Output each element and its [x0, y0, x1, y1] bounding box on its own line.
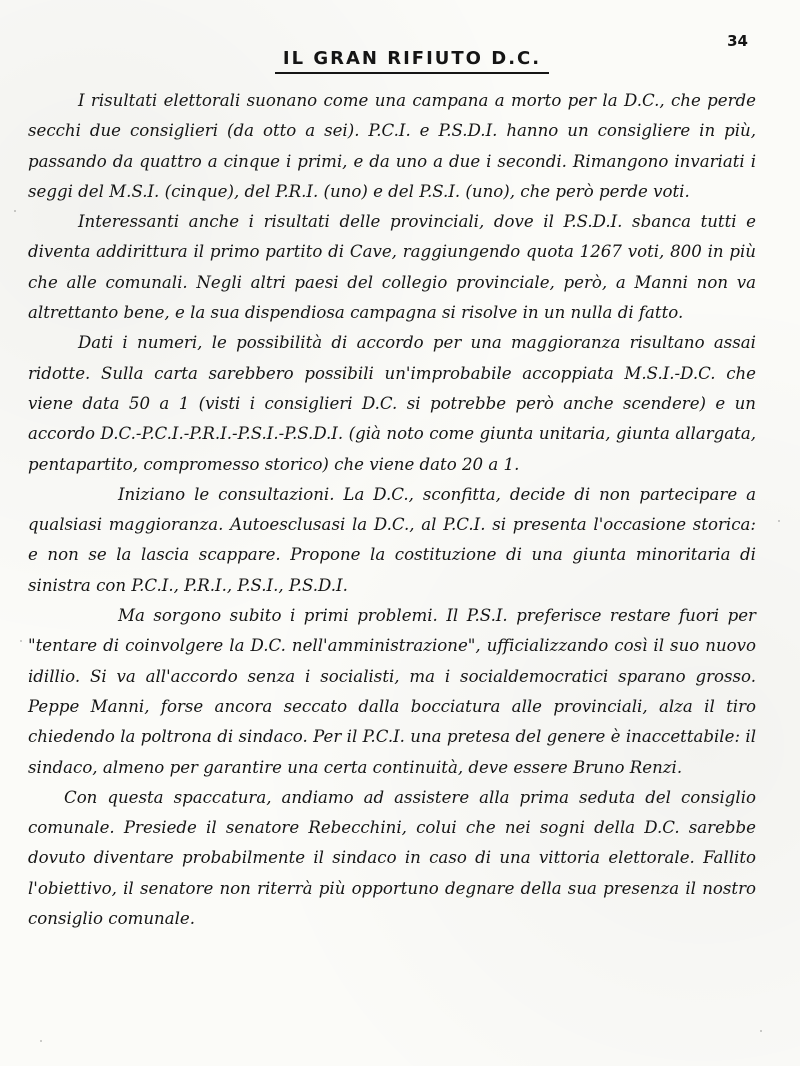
scan-speck — [40, 1040, 42, 1042]
paragraph-first-session: Con questa spaccatura, andiamo ad assistere alla prima seduta del consiglio comunale. Presiede il senatore Rebecchini, colui che nei sogni della D.C. sarebbe dovuto diventare probabilmente il sindaco in caso di una vittoria elettorale. Fallito l'obiettivo, il senatore non riterrà più opportuno degnare della sua presenza il nostro consiglio comunale. — [28, 787, 756, 929]
paragraph-provincial-results: Interessanti anche i risultati delle provinciali, dove il P.S.D.I. sbanca tutti e diventa addirittura il primo partito di Cave, raggiungendo quota 1267 voti, 800 in più che alle comunali. Negli altri paesi del collegio provinciale, però, a Manni non va altrettanto bene, e la sua dispendiosa campagna si risolve in un nulla di fatto. — [28, 212, 756, 323]
paragraph-majority-options: Dati i numeri, le possibilità di accordo per una maggioranza risultano assai ridotte. Sulla carta sarebbero possibili un'improbabile accoppiata M.S.I.-D.C. che viene data 50 a 1 (visti i consiglieri D.C. si potrebbe però anche scendere) e un accordo D.C.-P.C.I.-P.R.I.-P.S.I.-P.S.D.I. (già noto come giunta unitaria, giunta allargata, pentapartito, compromesso storico) che viene dato 20 a 1. — [28, 333, 756, 474]
paragraph-consultations: Iniziano le consultazioni. La D.C., sconfitta, decide di non partecipare a qualsiasi maggioranza. Autoesclusasi la D.C., al P.C.I. si presenta l'occasione storica: e non se la lascia scappare. Propone la costituzione di una giunta minoritaria di sinistra con P.C.I., P.R.I., P.S.I., P.S.D.I. — [28, 484, 756, 595]
scan-speck — [14, 210, 16, 212]
page-number: 34 — [727, 32, 748, 50]
title-wrap — [68, 48, 756, 74]
paragraph-problems: Ma sorgono subito i primi problemi. Il P.S.I. preferisce restare fuori per "tentare di coinvolgere la D.C. nell'amministrazione", ufficializzando così il suo nuovo idillio. Si va all'accordo senza i socialisti, ma i socialdemocratici sparano grosso. Peppe Manni, forse ancora seccato dalla bocciatura alle provinciali, alza il tiro chiedendo la poltrona di sindaco. Per il P.C.I. una pretesa del genere è inaccettabile: il sindaco, almeno per garantire una certa continuità, deve essere Bruno Renzi. — [28, 606, 756, 777]
body-text — [28, 86, 756, 934]
scan-speck — [778, 520, 780, 522]
scan-speck — [20, 640, 22, 642]
paragraph-election-results: I risultati elettorali suonano come una campana a morto per la D.C., che perde secchi due consiglieri (da otto a sei). P.C.I. e P.S.D.I. hanno un consigliere in più, passando da quattro a cinque i primi, e da uno a due i secondi. Rimangono invariati i seggi del M.S.I. (cinque), del P.R.I. (uno) e del P.S.I. (uno), che però perde voti. — [28, 91, 756, 201]
page-title: IL GRAN RIFIUTO D.C. — [275, 48, 549, 74]
scan-speck — [760, 1030, 762, 1032]
